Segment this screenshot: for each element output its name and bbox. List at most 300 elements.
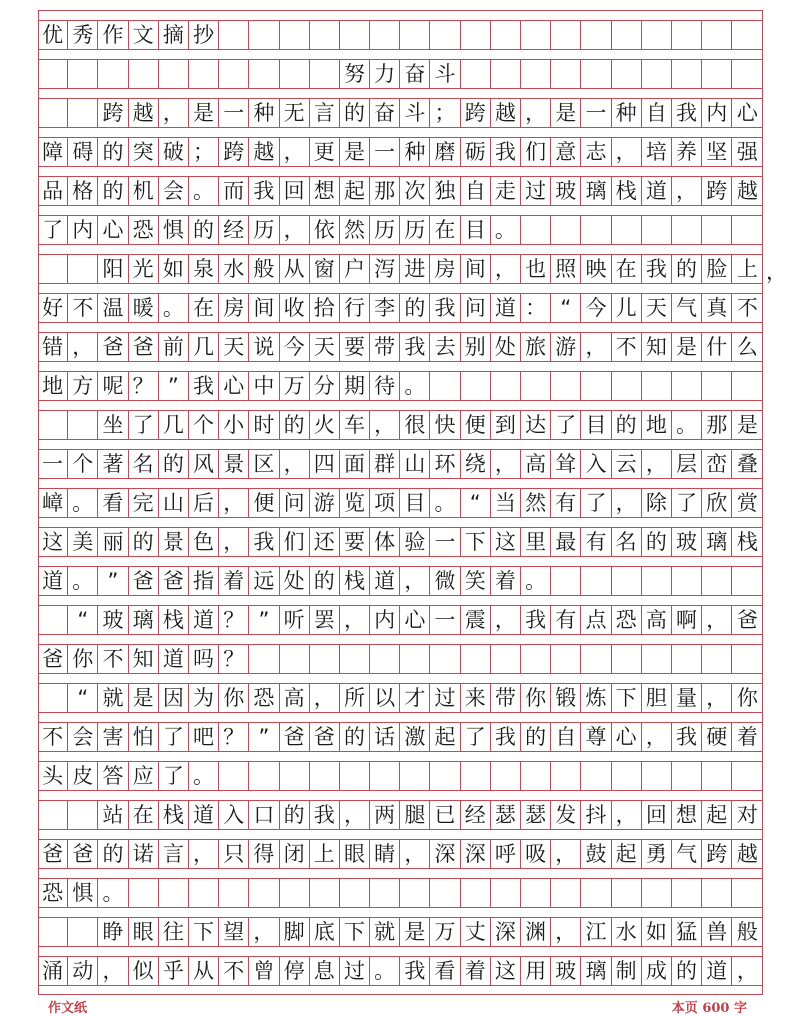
grid-cell <box>732 879 762 907</box>
grid-cell: 培 <box>642 138 672 166</box>
grid-cell: 眼 <box>340 840 370 868</box>
grid-cell <box>310 762 340 790</box>
grid-cell: ， <box>68 333 98 361</box>
grid-cell <box>400 21 430 49</box>
grid-cell: ， <box>702 606 732 634</box>
grid-cell: 光 <box>129 255 159 283</box>
grid-cell: 里 <box>521 528 551 556</box>
grid-cell: ” <box>249 723 279 751</box>
grid-cell <box>400 879 430 907</box>
grid-cell: 你 <box>219 684 249 712</box>
grid-cell: 曾 <box>249 957 279 985</box>
grid-cell: 从 <box>280 255 310 283</box>
grid-cell: ， <box>612 138 642 166</box>
grid-cell: 吧 <box>189 723 219 751</box>
grid-cell <box>38 606 68 634</box>
grid-cell: 更 <box>310 138 340 166</box>
grid-cell: 名 <box>612 528 642 556</box>
grid-cell: 进 <box>400 255 430 283</box>
grid-cell: 我 <box>672 99 702 127</box>
grid-cell: 文 <box>129 21 159 49</box>
grid-cell: 个 <box>68 450 98 478</box>
grid-cell: 耸 <box>551 450 581 478</box>
grid-cell: 乎 <box>159 957 189 985</box>
grid-cell <box>732 216 762 244</box>
grid-cell: 猛 <box>672 918 702 946</box>
grid-cell: 那 <box>702 411 732 439</box>
grid-cell: 着 <box>461 957 491 985</box>
grid-cell: 丽 <box>98 528 128 556</box>
grid-cell: 两 <box>370 801 400 829</box>
grid-cell: 自 <box>461 177 491 205</box>
grid-cell: ， <box>491 606 521 634</box>
grid-cell: 为 <box>189 684 219 712</box>
grid-cell <box>672 762 702 790</box>
grid-cell: 你 <box>521 684 551 712</box>
grid-cell: 我 <box>642 255 672 283</box>
grid-cell: ， <box>280 450 310 478</box>
grid-row <box>38 605 763 635</box>
paper-type-label: 作文纸 <box>48 1001 88 1016</box>
grid-cell <box>249 645 279 673</box>
grid-cell: 。 <box>491 216 521 244</box>
grid-cell: 脸 <box>702 255 732 283</box>
grid-cell: 我 <box>430 294 460 322</box>
grid-cell <box>672 645 702 673</box>
grid-cell <box>280 762 310 790</box>
grid-cell: 项 <box>370 489 400 517</box>
grid-cell: 当 <box>491 489 521 517</box>
grid-cell: “ <box>461 489 491 517</box>
grid-cell: 房 <box>430 255 460 283</box>
grid-cell <box>370 879 400 907</box>
grid-cell: 鼓 <box>581 840 611 868</box>
grid-cell: 游 <box>310 489 340 517</box>
grid-cell: 是 <box>129 684 159 712</box>
grid-cell: 要 <box>340 528 370 556</box>
grid-cell <box>612 372 642 400</box>
grid-cell <box>551 762 581 790</box>
grid-cell <box>521 762 551 790</box>
grid-cell: 在 <box>189 294 219 322</box>
grid-cell: 一 <box>219 99 249 127</box>
grid-cell: 是 <box>551 99 581 127</box>
grid-cell: 几 <box>159 411 189 439</box>
grid-cell: 言 <box>159 840 189 868</box>
grid-cell: 勇 <box>642 840 672 868</box>
grid-cell: 玻 <box>672 528 702 556</box>
grid-cell <box>219 21 249 49</box>
grid-cell <box>612 762 642 790</box>
grid-cell: 目 <box>581 411 611 439</box>
grid-cell: 水 <box>219 255 249 283</box>
grid-cell: 什 <box>702 333 732 361</box>
grid-cell <box>672 567 702 595</box>
grid-cell: 看 <box>430 957 460 985</box>
grid-cell: 江 <box>581 918 611 946</box>
grid-cell: 爸 <box>736 607 758 632</box>
grid-cell: 就 <box>370 918 400 946</box>
grid-cell <box>461 60 491 88</box>
grid-cell <box>219 879 249 907</box>
grid-cell: 美 <box>68 528 98 556</box>
grid-cell: 万 <box>280 372 310 400</box>
grid-cell: 成 <box>642 957 672 985</box>
grid-cell: 用 <box>521 957 551 985</box>
grid-cell: ， <box>310 684 340 712</box>
grid-cell <box>189 879 219 907</box>
grid-cell: 窗 <box>310 255 340 283</box>
grid-cell: 我 <box>249 177 279 205</box>
grid-cell: 害 <box>98 723 128 751</box>
grid-row <box>38 761 763 791</box>
grid-cell: 心 <box>98 216 128 244</box>
grid-cell: 气 <box>672 294 702 322</box>
grid-cell: 有 <box>581 528 611 556</box>
grid-cell <box>370 21 400 49</box>
grid-cell: 着 <box>491 567 521 595</box>
grid-cell: ， <box>340 801 370 829</box>
grid-cell <box>702 645 732 673</box>
grid-cell: 脚 <box>280 918 310 946</box>
grid-cell: 得 <box>249 840 279 868</box>
grid-cell: 爸 <box>280 723 310 751</box>
grid-cell: 那 <box>370 177 400 205</box>
grid-cell: 如 <box>159 255 189 283</box>
grid-cell: 炼 <box>581 684 611 712</box>
grid-cell: 璃 <box>581 957 611 985</box>
grid-cell: 风 <box>189 450 219 478</box>
grid-cell <box>38 918 68 946</box>
grid-cell <box>38 99 68 127</box>
grid-cell: 璃 <box>702 528 732 556</box>
grid-cell: 体 <box>370 528 400 556</box>
grid-cell: 因 <box>159 684 189 712</box>
grid-cell: 破 <box>159 138 189 166</box>
grid-row <box>38 956 763 986</box>
grid-cell <box>340 645 370 673</box>
grid-cell: 道 <box>370 567 400 595</box>
grid-cell: 地 <box>38 372 68 400</box>
grid-cell: 不 <box>219 957 249 985</box>
grid-cell: 我 <box>249 528 279 556</box>
grid-cell: 起 <box>612 840 642 868</box>
grid-cell: 嶂 <box>38 489 68 517</box>
grid-cell: 高 <box>521 450 551 478</box>
grid-cell: 跨 <box>98 99 128 127</box>
grid-cell: 李 <box>370 294 400 322</box>
grid-row <box>38 527 763 557</box>
grid-cell <box>370 762 400 790</box>
grid-cell: 想 <box>672 801 702 829</box>
grid-cell: ， <box>249 918 279 946</box>
grid-cell: ” <box>98 567 128 595</box>
grid-cell: 览 <box>340 489 370 517</box>
grid-cell <box>642 21 672 49</box>
grid-cell: ， <box>491 255 521 283</box>
grid-cell <box>400 762 430 790</box>
grid-cell <box>219 762 249 790</box>
grid-cell: 这 <box>491 528 521 556</box>
grid-cell: 的 <box>672 957 702 985</box>
grid-cell <box>551 879 581 907</box>
grid-cell: 栈 <box>340 567 370 595</box>
grid-cell: 中 <box>249 372 279 400</box>
grid-cell: 真 <box>702 294 732 322</box>
grid-cell: ” <box>159 372 189 400</box>
grid-cell <box>732 645 762 673</box>
grid-row <box>38 449 763 479</box>
grid-row <box>38 98 763 128</box>
grid-cell: 胆 <box>642 684 672 712</box>
grid-cell <box>551 216 581 244</box>
grid-cell: 验 <box>400 528 430 556</box>
grid-cell: ， <box>400 567 430 595</box>
grid-cell: 以 <box>370 684 400 712</box>
grid-cell: 玻 <box>551 957 581 985</box>
grid-cell: 问 <box>280 489 310 517</box>
grid-cell: 息 <box>310 957 340 985</box>
grid-cell: 了 <box>461 723 491 751</box>
grid-cell: 色 <box>189 528 219 556</box>
grid-row <box>38 917 763 947</box>
grid-cell: 的 <box>310 567 340 595</box>
grid-cell: 达 <box>521 411 551 439</box>
grid-cell: 诺 <box>129 840 159 868</box>
grid-cell: ， <box>612 801 642 829</box>
grid-cell: 恐 <box>612 606 642 634</box>
grid-cell: 跨 <box>219 138 249 166</box>
grid-cell: 收 <box>280 294 310 322</box>
grid-cell: 在 <box>430 216 460 244</box>
grid-cell: ？ <box>129 372 159 400</box>
grid-cell: ， <box>491 450 521 478</box>
grid-cell: 恐 <box>129 216 159 244</box>
grid-cell: 间 <box>249 294 279 322</box>
grid-cell: ， <box>612 489 642 517</box>
grid-cell: 点 <box>581 606 611 634</box>
grid-cell: 的 <box>340 99 370 127</box>
grid-cell: 震 <box>461 606 491 634</box>
grid-cell: 这 <box>491 957 521 985</box>
grid-cell: 作 <box>98 21 128 49</box>
grid-cell: 。 <box>430 489 460 517</box>
grid-cell: 走 <box>491 177 521 205</box>
grid-cell: 惧 <box>68 879 98 907</box>
grid-cell <box>521 216 551 244</box>
grid-cell: 内 <box>370 606 400 634</box>
grid-cell: 去 <box>430 333 460 361</box>
grid-cell: 抄 <box>189 21 219 49</box>
grid-cell: 一 <box>581 99 611 127</box>
grid-cell: 的 <box>189 216 219 244</box>
grid-cell: 只 <box>219 840 249 868</box>
grid-cell: 突 <box>129 138 159 166</box>
grid-cell: 我 <box>491 138 521 166</box>
grid-cell: 自 <box>551 723 581 751</box>
grid-cell: 来 <box>461 684 491 712</box>
grid-cell: 的 <box>98 138 128 166</box>
grid-cell: 说 <box>249 333 279 361</box>
grid-cell <box>430 372 460 400</box>
grid-cell: 是 <box>672 333 702 361</box>
grid-cell: 力 <box>370 60 400 88</box>
grid-cell: 带 <box>491 684 521 712</box>
grid-cell: 道 <box>642 177 672 205</box>
grid-cell: 望 <box>219 918 249 946</box>
grid-cell: 后 <box>189 489 219 517</box>
grid-cell: 今 <box>581 294 611 322</box>
grid-cell: 爸 <box>38 840 68 868</box>
grid-cell: 惧 <box>159 216 189 244</box>
grid-row <box>38 878 763 908</box>
grid-cell <box>340 879 370 907</box>
grid-cell: 过 <box>430 684 460 712</box>
grid-cell: 就 <box>98 684 128 712</box>
grid-cell: 养 <box>672 138 702 166</box>
grid-cell: “ <box>68 606 98 634</box>
grid-cell: 优 <box>38 21 68 49</box>
grid-cell: 下 <box>189 918 219 946</box>
grid-cell: 知 <box>129 645 159 673</box>
grid-cell: 待 <box>370 372 400 400</box>
grid-cell: 底 <box>310 918 340 946</box>
grid-cell: 睁 <box>98 918 128 946</box>
grid-cell <box>612 879 642 907</box>
grid-cell: 上 <box>310 840 340 868</box>
grid-cell <box>491 21 521 49</box>
grid-cell: 瑟 <box>491 801 521 829</box>
grid-cell: 。 <box>68 489 98 517</box>
grid-cell: 过 <box>521 177 551 205</box>
grid-cell: 停 <box>280 957 310 985</box>
grid-cell: 。 <box>400 372 430 400</box>
grid-cell: 山 <box>159 489 189 517</box>
grid-cell: 玻 <box>98 606 128 634</box>
grid-cell: 呼 <box>491 840 521 868</box>
grid-cell: 。 <box>98 879 128 907</box>
grid-cell: 的 <box>159 450 189 478</box>
grid-cell <box>612 216 642 244</box>
grid-cell <box>491 762 521 790</box>
grid-cell <box>491 645 521 673</box>
grid-cell: ， <box>672 177 702 205</box>
grid-cell <box>280 60 310 88</box>
grid-cell <box>521 60 551 88</box>
grid-cell: 一 <box>38 450 68 478</box>
grid-cell: 睛 <box>370 840 400 868</box>
grid-cell: 瑟 <box>521 801 551 829</box>
grid-cell: ， <box>280 216 310 244</box>
grid-cell: 想 <box>310 177 340 205</box>
grid-cell: 们 <box>280 528 310 556</box>
grid-cell: 旅 <box>521 333 551 361</box>
grid-cell: 你 <box>68 645 98 673</box>
grid-cell: 目 <box>400 489 430 517</box>
grid-cell <box>249 762 279 790</box>
grid-cell: 锻 <box>551 684 581 712</box>
grid-cell: 的 <box>98 840 128 868</box>
grid-cell: 。 <box>189 762 219 790</box>
grid-cell: 道 <box>702 957 732 985</box>
grid-cell <box>581 60 611 88</box>
grid-row <box>38 20 763 50</box>
grid-cell: 强 <box>736 139 758 164</box>
grid-cell: 激 <box>400 723 430 751</box>
grid-cell: 尊 <box>581 723 611 751</box>
grid-cell: ， <box>159 99 189 127</box>
grid-cell: 户 <box>340 255 370 283</box>
grid-cell: 天 <box>219 333 249 361</box>
grid-cell <box>68 801 98 829</box>
grid-cell <box>521 21 551 49</box>
grid-cell <box>461 21 491 49</box>
grid-cell: 志 <box>581 138 611 166</box>
grid-cell: 爸 <box>98 333 128 361</box>
grid-cell: 品 <box>38 177 68 205</box>
grid-cell: 爸 <box>129 333 159 361</box>
grid-cell: 恐 <box>38 879 68 907</box>
grid-cell <box>521 372 551 400</box>
grid-cell: 言 <box>310 99 340 127</box>
grid-cell: 恐 <box>249 684 279 712</box>
grid-cell: 话 <box>370 723 400 751</box>
grid-cell <box>249 21 279 49</box>
grid-cell: 努 <box>340 60 370 88</box>
grid-cell: ； <box>430 99 460 127</box>
grid-cell <box>430 879 460 907</box>
grid-cell <box>702 879 732 907</box>
grid-cell: 有 <box>551 606 581 634</box>
grid-cell: 机 <box>129 177 159 205</box>
grid-cell: 心 <box>612 723 642 751</box>
grid-cell: 山 <box>400 450 430 478</box>
grid-cell: 自 <box>642 99 672 127</box>
grid-row <box>38 839 763 869</box>
grid-cell: ， <box>189 840 219 868</box>
grid-cell: 我 <box>672 723 702 751</box>
grid-cell: 了 <box>672 489 702 517</box>
grid-cell <box>642 879 672 907</box>
grid-cell: 了 <box>129 411 159 439</box>
grid-cell <box>310 60 340 88</box>
grid-cell: 似 <box>129 957 159 985</box>
grid-cell: 不 <box>68 294 98 322</box>
grid-cell: 。 <box>521 567 551 595</box>
margin-punctuation: ， <box>766 260 787 284</box>
grid-cell: 游 <box>551 333 581 361</box>
grid-cell: ， <box>551 840 581 868</box>
grid-cell: 所 <box>340 684 370 712</box>
grid-cell: 入 <box>219 801 249 829</box>
grid-cell: 了 <box>38 216 68 244</box>
grid-cell <box>491 372 521 400</box>
grid-cell: 带 <box>370 333 400 361</box>
grid-cell: 笑 <box>461 567 491 595</box>
grid-cell: 内 <box>68 216 98 244</box>
grid-cell: 别 <box>461 333 491 361</box>
grid-cell: 么 <box>736 334 758 359</box>
grid-cell <box>581 762 611 790</box>
grid-cell <box>732 762 762 790</box>
grid-cell: 磨 <box>430 138 460 166</box>
grid-cell: 峦 <box>702 450 732 478</box>
grid-cell: 往 <box>159 918 189 946</box>
grid-cell <box>732 372 762 400</box>
grid-cell: 罢 <box>310 606 340 634</box>
grid-cell: 的 <box>340 723 370 751</box>
grid-cell: 道 <box>189 606 219 634</box>
